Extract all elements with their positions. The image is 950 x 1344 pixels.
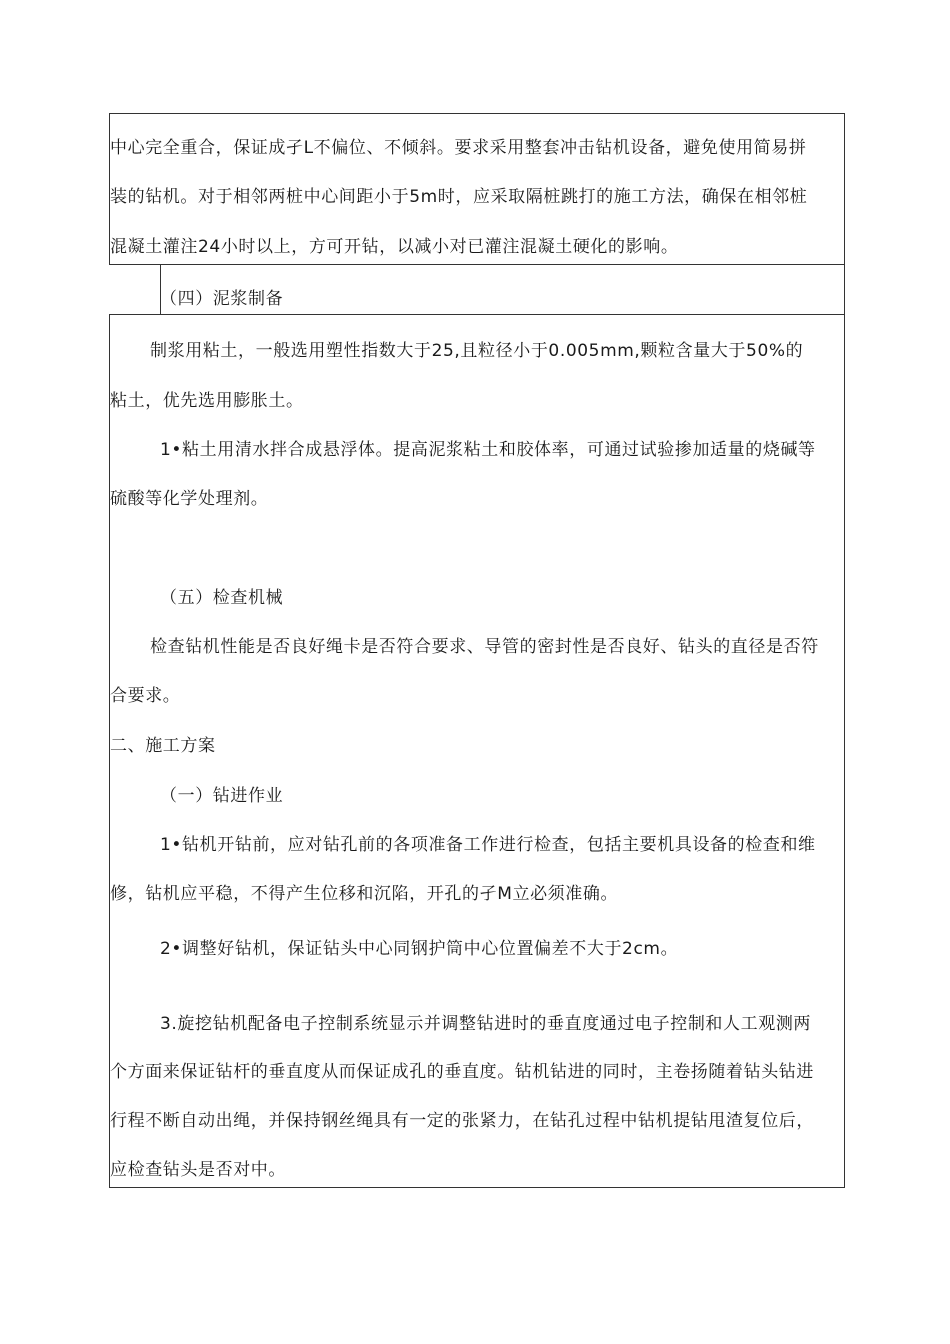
plan-item1-line1: 1•钻机开钻前，应对钻孔前的各项准备工作进行检查，包括主要机具设备的检查和维 bbox=[160, 835, 816, 855]
machine-line2: 合要求。 bbox=[110, 686, 181, 706]
plan-item1-line2: 修，钻机应平稳，不得产生位移和沉陷，开孔的孑M立必须准确。 bbox=[110, 884, 619, 904]
table-right-border-bottom bbox=[844, 314, 845, 1188]
machine-line1: 检查钻机性能是否良好绳卡是否符合要求、导管的密封性是否良好、钻头的直径是否符 bbox=[150, 637, 819, 657]
section1-line1: 中心完全重合，保证成孑L不偏位、不倾斜。要求采用整套冲击钻机设备，避免使用简易拼 bbox=[110, 138, 807, 158]
mud-item1-line1: 1•粘土用清水拌合成悬浮体。提高泥浆粘土和胶体率，可通过试验掺加适量的烧碱等 bbox=[160, 440, 816, 460]
plan-item3-line1: 3.旋挖钻机配备电子控制系统显示并调整钻进时的垂直度通过电子控制和人工观测两 bbox=[160, 1014, 812, 1034]
row-divider-1 bbox=[109, 264, 845, 265]
plan-heading: 二、施工方案 bbox=[110, 736, 216, 756]
mud-item1-line2: 硫酸等化学处理剂。 bbox=[110, 489, 269, 509]
plan-item3-line3: 行程不断自动出绳，并保持钢丝绳具有一定的张紧力，在钻孔过程中钻机提钻甩渣复位后， bbox=[110, 1111, 814, 1131]
mud-heading: （四）泥浆制备 bbox=[160, 289, 284, 309]
plan-item3-line2: 个方面来保证钻杆的垂直度从而保证成孔的垂直度。钻机钻进的同时，主卷扬随着钻头钻进 bbox=[110, 1062, 814, 1082]
machine-heading: （五）检查机械 bbox=[160, 588, 284, 608]
plan-sub-heading: （一）钻进作业 bbox=[160, 786, 284, 806]
section1-line2: 装的钻机。对于相邻两桩中心间距小于5m时，应采取隔桩跳打的施工方法，确保在相邻桩 bbox=[110, 187, 808, 207]
plan-item2: 2•调整好钻机，保证钻头中心同钢护筒中心位置偏差不大于2cm。 bbox=[160, 939, 679, 959]
section1-line3: 混凝土灌注24小时以上，方可开钻，以减小对已灌注混凝土硬化的影响。 bbox=[110, 237, 679, 257]
table-top-border bbox=[109, 113, 845, 114]
mud-line1: 制浆用粘土，一般选用塑性指数大于25,且粒径小于0.005mm,颗粒含量大于50%的 bbox=[150, 341, 804, 361]
plan-item3-line4: 应检查钻头是否对中。 bbox=[110, 1160, 286, 1180]
table-bottom-border bbox=[109, 1187, 845, 1188]
mud-line2: 粘土，优先选用膨胀土。 bbox=[110, 391, 304, 411]
row-divider-2 bbox=[109, 314, 845, 315]
table-right-border-top bbox=[844, 113, 845, 264]
table-right-border-mid bbox=[844, 264, 845, 314]
